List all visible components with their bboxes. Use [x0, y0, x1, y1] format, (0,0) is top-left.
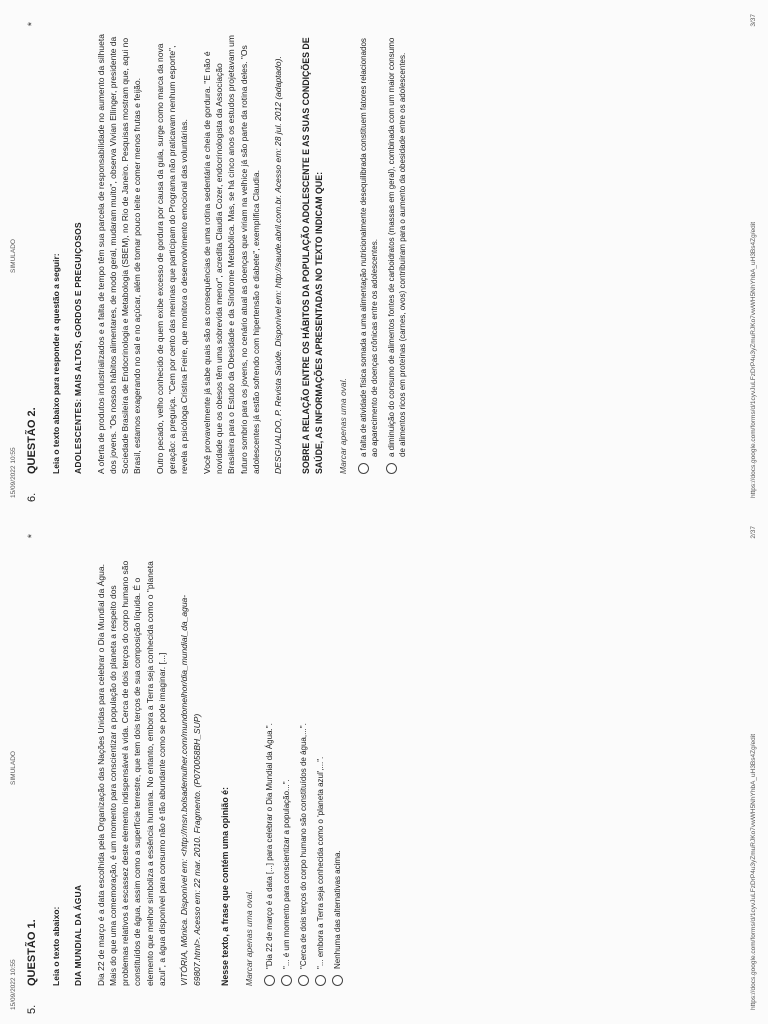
text-paragraph: Você provavelmente já sabe quais são as consequências de uma rotina sedentária e cheia de gordura. "E não é novidade que os obesos têm uma sobrevida menor", acredita Claudia Cozer, endocrinologista da Associação Brasileira para o Estudo da Obesidade e da Síndrome Metabólica. Mas, se há cinco anos os estudos projetavam um futuro sombrio para os jovens, no cenário atual as doenças que viriam na velhice já são parte da rotina deles. "Os adolescentes já estão sofrendo com hipertensão e diabete", exemplifica Claudia. — [201, 35, 261, 474]
answer-option[interactable] — [358, 34, 380, 474]
option-label: a diminuição do consumo de alimentos fontes de carboidratos (massas em geral), combinada com um maior consumo de alimentos ricos em proteínas (carnes, ovos) contribuíram para o aumento da obesidade entre os adolescentes. — [386, 37, 407, 457]
question-card — [26, 534, 349, 1014]
required-asterisk: * — [26, 534, 38, 539]
question-prompt: SOBRE A RELAÇÃO ENTRE OS HÁBITOS DA POPULAÇÃO ADOLESCENTE E AS SUAS CONDIÇÕES DE SAÚDE, AS INFORMAÇÕES APRESENTADAS NO TEXTO INDICAM QUE: — [301, 37, 324, 474]
radio-button[interactable] — [264, 975, 275, 986]
page-title: SIMULADO — [10, 239, 17, 273]
answer-option[interactable] — [386, 34, 408, 474]
text-title: ADOLESCENTES: MAIS ALTOS, GORDOS E PREGUIÇOSOS — [73, 222, 84, 474]
text-source: VITÓRIA, Mônica. Disponível em: <http://msn.bolsademulher.com/mundomelhor/dia_mundial_da_agua-69807.html>. Acesso em: 22 mar. 2010. Fragmento. (P070058BH_SUP) — [179, 594, 202, 986]
radio-button[interactable] — [332, 975, 343, 986]
radio-button[interactable] — [298, 975, 309, 986]
answer-option[interactable] — [264, 546, 275, 986]
question-title: QUESTÃO 1. — [26, 919, 38, 986]
required-asterisk: * — [26, 22, 38, 27]
text-title: DIA MUNDIAL DA ÁGUA — [73, 884, 84, 986]
page-title: SIMULADO — [10, 751, 17, 785]
question-card — [26, 22, 414, 502]
question-number: 5. — [26, 1004, 38, 1014]
form-page-question-1 — [0, 512, 768, 1024]
answer-option[interactable] — [315, 546, 326, 986]
radio-button[interactable] — [386, 463, 397, 474]
option-label: "... embora a Terra seja conhecida como o 'planeta azul',...". — [315, 756, 325, 969]
question-title: QUESTÃO 2. — [26, 407, 38, 474]
page-date: 15/09/2022 10:55 — [10, 959, 17, 1010]
text-paragraph: Dia 22 de março é a data escolhida pela Organização das Nações Unidas para celebrar o Dia Mundial da Água. Mais do que uma comemoração, é um momento para conscientizar a população do planeta a respeito dos problemas relativos à escassez deste elemento indispensável à vida. Cerca de dois terços do corpo humano são constituídos de água, assim como a superfície terrestre, que tem dois terços de sua composição líquida. É o elemento que melhor simboliza a essência humana. No entanto, embora a Terra seja conhecida como o "planeta azul", a água disponível para consumo não é tão abundante como se pode imaginar. [...] — [95, 560, 168, 986]
radio-button[interactable] — [281, 975, 292, 986]
answer-option[interactable] — [332, 546, 343, 986]
page-date: 15/09/2022 10:55 — [10, 447, 17, 498]
answer-option[interactable] — [298, 546, 309, 986]
question-lead: Leia o texto abaixo para responder a questão a seguir: — [51, 253, 61, 474]
text-paragraph: A oferta de produtos industrializados e a falta de tempo têm sua parcela de responsabilidade no aumento da silhueta dos jovens. "Os nossos hábitos alimentares, de modo geral, mudaram muito", observa Vivian Ellinger, presidente da Sociedade Brasileira de Endocrinologia e Metabologia (SBEM), no Rio de Janeiro. Pesquisas mostram que, aqui no Brasil, estamos exagerando no sal e no açúcar, além de tomar pouco leite e comer menos frutas e feijão. — [95, 34, 143, 474]
text-source: DESGUALDO, P. Revista Saúde. Disponível em: http://saude.abril.com.br. Acesso em: 28 jul. 2012 (adaptado). — [273, 56, 284, 474]
option-label: "Cerca de dois terços do corpo humano são constituídos de água,...". — [298, 723, 308, 969]
answer-hint: Marcar apenas uma oval. — [244, 890, 255, 986]
question-lead: Leia o texto abaixo: — [51, 906, 61, 986]
answer-option[interactable] — [281, 546, 292, 986]
radio-button[interactable] — [315, 975, 326, 986]
option-label: Nenhuma das alternativas acima. — [332, 850, 342, 969]
page-url[interactable]: https://docs.google.com/forms/d/1cyvJuLFzDrP4u3yZmuRJKo7vwWH5NhYhbA_uH3Bs4Zg/edit — [750, 733, 757, 1010]
page-number: 3/37 — [750, 14, 757, 27]
question-number: 6. — [26, 492, 38, 502]
question-prompt: Nesse texto, a frase que contém uma opinião é: — [219, 787, 230, 986]
text-paragraph: Outro pecado, velho conhecido de quem exibe excesso de gordura por causa da gula, surge como marca da nova geração: a preguiça. "Cem por cento das meninas que participam do Programa não praticavam nenhum esporte", revela a psicóloga Cristina Freire, que monitora o desenvolvimento emocional das voluntárias. — [154, 43, 190, 474]
option-label: "... é um momento para conscientizar a população...". — [281, 779, 291, 969]
option-label: a falta de atividade física somada a uma alimentação nutricionalmente desequilibrada constituem fatores relacionados ao aparecimento de doenças crônicas entre os adolescentes. — [358, 38, 379, 457]
option-label: "Dia 22 de março é a data [...] para celebrar o Dia Mundial da Água.". — [264, 723, 274, 969]
answer-hint: Marcar apenas uma oval. — [338, 378, 349, 474]
page-url[interactable]: https://docs.google.com/forms/d/1cyvJuLFzDrP4u3yZmuRJKo7vwWH5NhYhbA_uH3Bs4Zg/edit — [750, 221, 757, 498]
radio-button[interactable] — [358, 463, 369, 474]
page-number: 2/37 — [750, 526, 757, 539]
